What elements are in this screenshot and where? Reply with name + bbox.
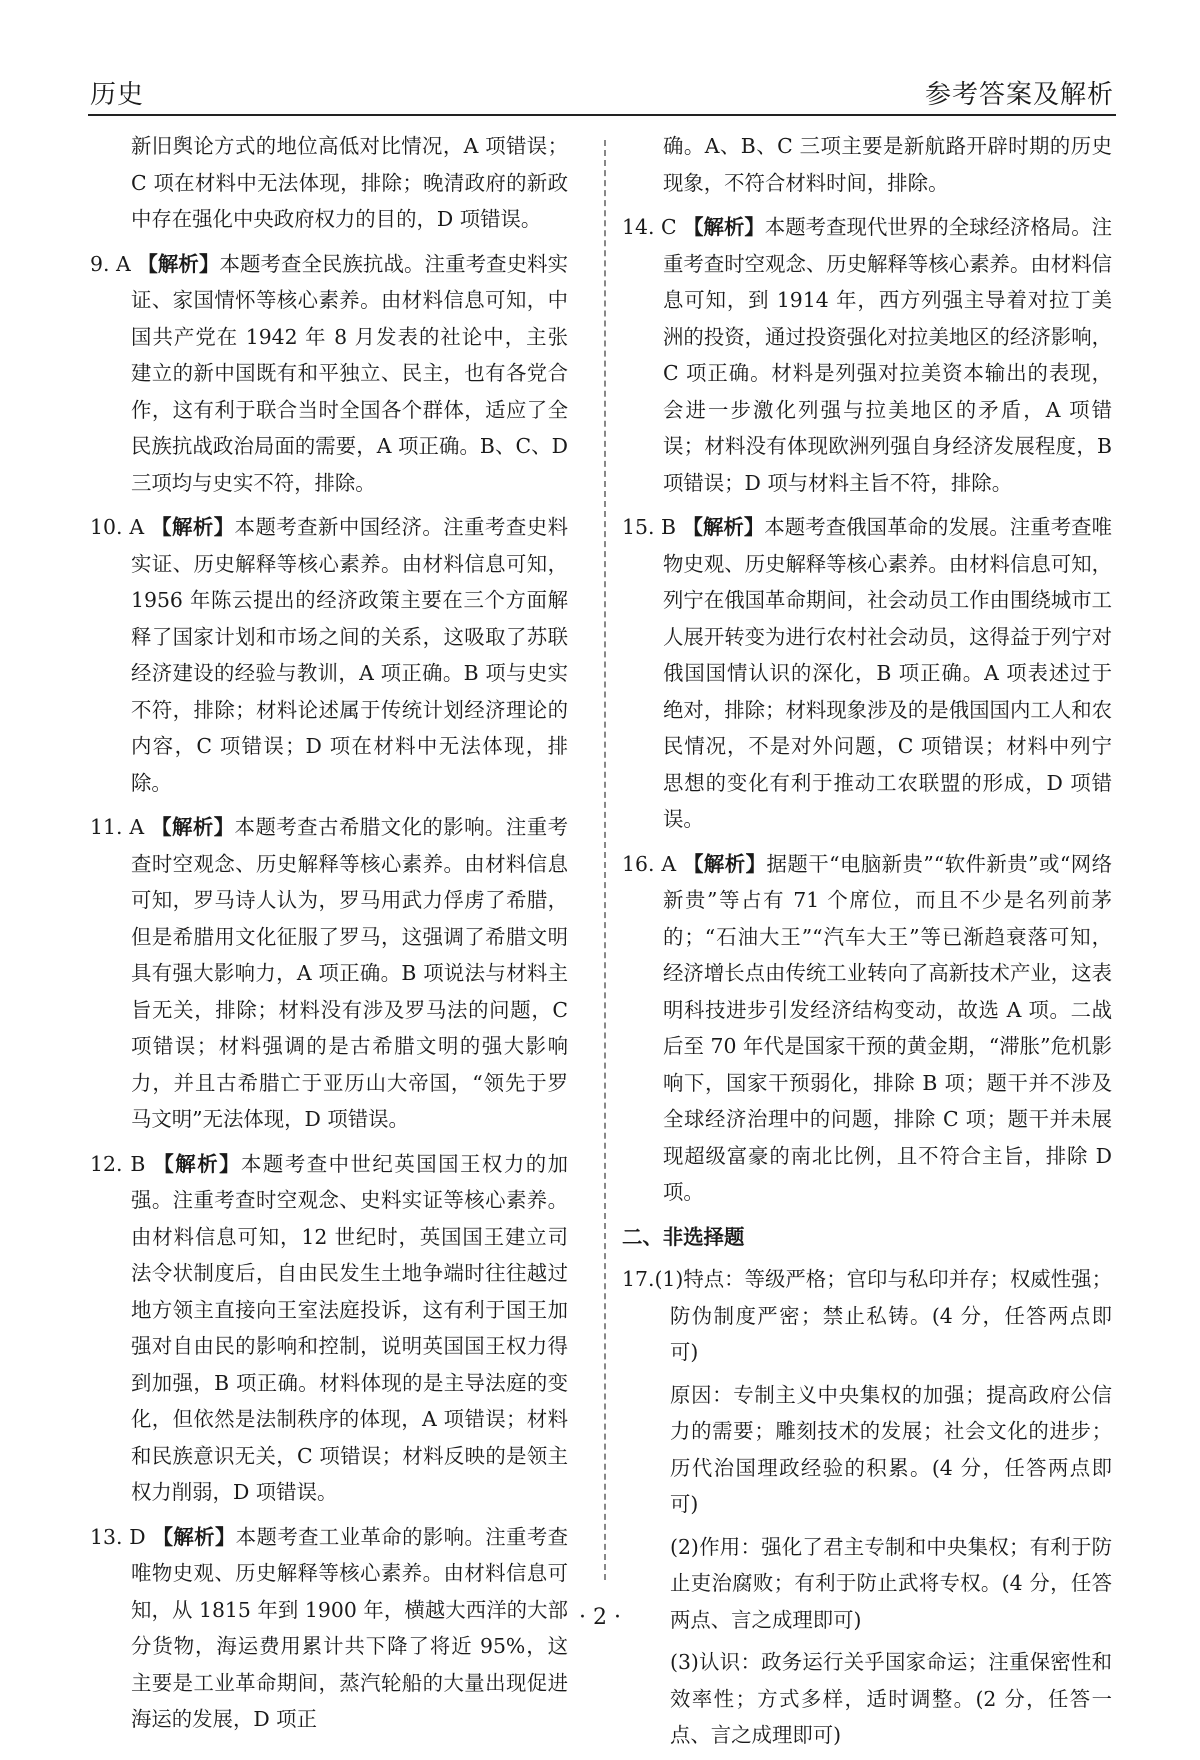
answer-number: 14. C	[622, 215, 677, 239]
analysis-tag: 【解析】	[683, 851, 767, 876]
answer-item-9	[90, 246, 568, 502]
right-column	[622, 128, 1112, 1760]
answer-text: 本题考查中世纪英国国王权力的加强。注重考查时空观念、史料实证等核心素养。由材料信息可知，12 世纪时，英国国王建立司法令状制度后，自由民发生土地争端时往往越过地方领主直接向王室法庭投诉，这有利于国王加强对自由民的影响和控制，说明英国国王权力得到加强，B 项正确。材料体现的是主导法庭的变化，但依然是法制秩序的体现，A 项错误；材料和民族意识无关，C 项错误；材料反映的是领主权力削弱，D 项错误。	[131, 1151, 569, 1504]
answer-number: 10. A	[90, 515, 145, 539]
answer-number: 9. A	[90, 251, 131, 276]
subject-label: 历史	[90, 80, 145, 110]
answer-text: 本题考查全民族抗战。注重考查史料实证、家国情怀等核心素养。由材料信息可知，中国共产党在 1942 年 8 月发表的社论中，主张建立的新中国既有和平独立、民主，也有各党合作，这有利于联合当时全国各个群体，适应了全民族抗战政治局面的需要，A 项正确。B、C、D 三项均与史实不符，排除。	[131, 251, 569, 495]
answer-17-reason: 原因：专制主义中央集权的加强；提高政府公信力的需要；雕刻技术的发展；社会文化的进步；历代治国理政经验的积累。(4 分，任答两点即可)	[670, 1382, 1112, 1516]
answer-number: 17.	[622, 1267, 655, 1291]
answer-item-16	[622, 846, 1112, 1211]
analysis-tag: 【解析】	[152, 1524, 236, 1549]
answer-17-part1	[622, 1261, 1112, 1371]
section-title: 二、非选择题	[622, 1224, 745, 1249]
left-column	[90, 128, 568, 1746]
answer-text: 本题考查古希腊文化的影响。注重考查时空观念、历史解释等核心素养。由材料信息可知，罗马诗人认为，罗马用武力俘虏了希腊，但是希腊用文化征服了罗马，这强调了希腊文明具有强大影响力，A 项正确。B 项说法与材料主旨无关，排除；材料没有涉及罗马法的问题，C 项错误；材料强调的是古希腊文明的强大影响力，并且古希腊亡于亚历山大帝国，“领先于罗马文明”无法体现，D 项错误。	[131, 815, 569, 1131]
answer-17-part2: (2)作用：强化了君主专制和中央集权；有利于防止吏治腐败；有利于防止武将专权。(4 分，任答两点、言之成理即可)	[670, 1534, 1112, 1632]
answer-number: 13. D	[90, 1524, 146, 1549]
continued-answer-13: 确。A、B、C 三项主要是新航路开辟时期的历史现象，不符合材料时间，排除。	[663, 134, 1112, 195]
analysis-tag: 【解析】	[683, 215, 765, 239]
column-divider	[604, 140, 606, 1580]
answer-number: 11. A	[90, 815, 145, 839]
answer-number: 16. A	[622, 851, 677, 876]
answer-text: (1)特点：等级严格；官印与私印并存；权威性强；防伪制度严密；禁止私铸。(4 分，任答两点即可)	[654, 1267, 1112, 1364]
analysis-tag: 【解析】	[151, 815, 235, 839]
page-number: · 2 ·	[579, 1605, 621, 1630]
answer-text: 本题考查现代世界的全球经济格局。注重考查时空观念、历史解释等核心素养。由材料信息可知，到 1914 年，西方列强主导着对拉丁美洲的投资，通过投资强化对拉美地区的经济影响，C 项正确。材料是列强对拉美资本输出的表现，会进一步激化列强与拉美地区的矛盾，A 项错误；材料没有体现欧洲列强自身经济发展程度，B 项错误；D 项与材料主旨不符，排除。	[663, 215, 1113, 495]
page-header	[88, 70, 1116, 116]
continued-answer-8: 新旧舆论方式的地位高低对比情况，A 项错误；C 项在材料中无法体现，排除；晚清政府的新政中存在强化中央政府权力的目的，D 项错误。	[131, 134, 568, 231]
answer-item-11	[90, 809, 568, 1138]
answer-text: 本题考查新中国经济。注重考查史料实证、历史解释等核心素养。由材料信息可知，1956 年陈云提出的经济政策主要在三个方面解释了国家计划和市场之间的关系，这吸取了苏联经济建设的经验与教训，A 项正确。B 项与史实不符，排除；材料论述属于传统计划经济理论的内容，C 项错误；D 项在材料中无法体现，排除。	[131, 515, 569, 795]
answer-text: 本题考查俄国革命的发展。注重考查唯物史观、历史解释等核心素养。由材料信息可知，列宁在俄国革命期间，社会动员工作由围绕城市工人展开转变为进行农村社会动员，这得益于列宁对俄国国情认识的深化，B 项正确。A 项表述过于绝对，排除；材料现象涉及的是俄国国内工人和农民情况，不是对外问题，C 项错误；材料中列宁思想的变化有利于推动工农联盟的形成，D 项错误。	[663, 515, 1113, 831]
answer-item-14	[622, 209, 1112, 501]
answer-number: 12. B	[90, 1151, 146, 1176]
answer-item-15	[622, 509, 1112, 838]
answer-text: 本题考查工业革命的影响。注重考查唯物史观、历史解释等核心素养。由材料信息可知，从 1815 年到 1900 年，横越大西洋的大部分货物，海运费用累计共下降了将近 95%，这主要是工业革命期间，蒸汽轮船的大量出现促进海运的发展，D 项正	[131, 1524, 569, 1731]
analysis-tag: 【解析】	[682, 515, 765, 539]
analysis-tag: 【解析】	[151, 515, 235, 539]
answer-text: 据题干“电脑新贵”“软件新贵”或“网络新贵”等占有 71 个席位，而且不少是名列前茅的；“石油大王”“汽车大王”等已渐趋衰落可知，经济增长点由传统工业转向了高新技术产业，这表明科技进步引发经济结构变动，故选 A 项。二战后至 70 年代是国家干预的黄金期，“滞胀”危机影响下，国家干预弱化，排除 B 项；题干并不涉及全球经济治理中的问题，排除 C 项；题干并未展现超级富豪的南北比例，且不符合主旨，排除 D 项。	[663, 851, 1113, 1204]
analysis-tag: 【解析】	[137, 251, 220, 276]
analysis-tag: 【解析】	[153, 1151, 242, 1176]
answer-number: 15. B	[622, 515, 676, 539]
document-title: 参考答案及解析	[924, 80, 1114, 110]
answer-17-part3: (3)认识：政务运行关乎国家命运；注重保密性和效率性；方式多样，适时调整。(2 分，任答一点、言之成理即可)	[670, 1650, 1112, 1747]
answer-item-10	[90, 509, 568, 801]
answer-item-12	[90, 1146, 568, 1511]
